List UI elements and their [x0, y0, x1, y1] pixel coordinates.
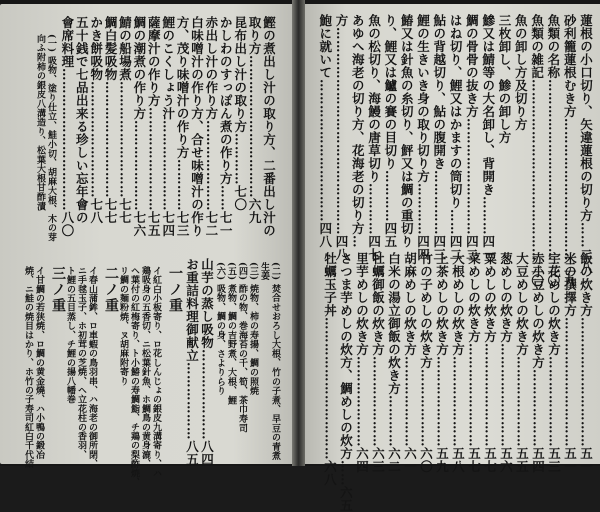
menu-line: ト鯉の五目蒸し、チ鯉の揚八幡巻 — [65, 266, 75, 404]
toc-subnote: (一) 吸物、塗り仕立、鮭小切、胡麻大根、木の芽 — [46, 34, 56, 242]
toc-entry: 薩摩汁の作り方……………………七五 — [146, 16, 162, 237]
toc-entry: かき餅吸物………………………七八 — [88, 16, 104, 224]
toc-entry: 鯉の生きいき身の取り切り方…………四四 — [415, 14, 431, 261]
toc-entry: 鯛の骨骨の抜き方………………………四二 — [464, 14, 480, 261]
toc-entry: 取り方……………………………六九 — [247, 16, 263, 224]
menu-section-label: 二ノ重 — [103, 266, 119, 314]
toc-entry: 蓮根の小口切り、矢違蓮根の切り方……二八 — [578, 14, 594, 274]
toc-entry: 鰆又は針魚の糸切り、鮃又は鯛の重切り — [399, 14, 415, 248]
menu-line: 鶏吸身の五香切、ニ松葉針魚、ホ鯛鳥の黄身漉、 — [140, 266, 150, 469]
toc-subnote: 生姜 — [259, 262, 269, 281]
toc-entry: お重詰料理御献立………………八五 — [184, 258, 200, 466]
toc-entry: 鯛白髪吸物………………………七七 — [103, 16, 119, 224]
toc-entry: 大豆めしの炊き方…………………五五 — [514, 252, 530, 473]
menu-section-label: 三ノ重 — [50, 266, 66, 314]
toc-subnote: (六) 吸物、鯛の身、さよりらり — [215, 262, 225, 396]
right-page — [305, 4, 600, 512]
toc-entry: 米の撰擇方…………………………五一 — [562, 252, 578, 473]
toc-subnote: (二) 焚合せおろし大根、竹の子煮、早豆の青煮 — [270, 262, 280, 461]
toc-entry: 鯖の船場煮………………………七七 — [117, 16, 133, 224]
toc-entry: 里芋めしの炊き方…………………六四 — [354, 252, 370, 473]
toc-entry: 鰹の煮出し汁の取り方、二番出し汁の — [261, 16, 277, 237]
toc-subnote: (三) 焼物、柿の寿揚、鯛の照焼 — [248, 262, 258, 396]
toc-entry: 會席料理……………………………八〇 — [59, 16, 75, 237]
toc-entry: 昆布出し汁の取り方…………七〇 — [232, 16, 248, 211]
menu-line: 焼、ニ鮭の焼目はかり、ホ竹の子寿司紅白千代結 — [23, 266, 33, 469]
toc-entry: 方、茂り味噌汁の作り方…………七三 — [175, 16, 191, 237]
toc-entry: 白味噌汁の作り方、合せ味噌汁の作り — [189, 16, 205, 237]
toc-entry: 五十銭で七品出来る珍しい忘年會の — [74, 16, 90, 224]
toc-entry: 竹の子めしの炊き方………………六〇 — [418, 252, 434, 473]
toc-entry: 白米の湯立御飯の炊き方…………六二 — [386, 252, 402, 473]
toc-entry: 鮎の背越切り、鮎の腹開き……………四三 — [431, 14, 447, 261]
toc-entry: り、鯉又は鱸の賽の目切り…………四五 — [382, 14, 398, 248]
toc-entry: 飯の炊き方…………………………五一 — [578, 252, 594, 473]
toc-entry: 鯉のこくしょう汁…………………七四 — [160, 16, 176, 237]
book-gutter — [292, 0, 305, 466]
toc-entry: 赤出し汁の作り方…………………七二 — [203, 16, 219, 237]
toc-entry: 大根めしの炊き方…………………五八 — [450, 252, 466, 473]
menu-line: イ甘鯛の若狭焼、ロ鯛の黄金燒、ハ小鴨の鍛冶 — [34, 266, 44, 460]
toc-entry: 菜めしの炊き方……………………五七 — [466, 252, 482, 473]
toc-entry: 山芋の蒸し吸物…………………八四 — [199, 258, 215, 466]
toc-entry: 方…………………………………………四八 — [334, 14, 349, 261]
toc-entry: 魚の松切り、海鰻の唐草切り…………四七 — [366, 14, 382, 261]
toc-entry: はね切り、鯉又はかますの筒切り……四二 — [448, 14, 464, 261]
left-page — [0, 4, 292, 487]
toc-entry: 牡蠣御飯の炊き方…………………六三 — [370, 252, 386, 473]
toc-entry: 魚類の雑記……………………………………三〇 — [529, 14, 545, 287]
toc-subnote: (四) 酢の物、巻海苔の千、筍、茶巾寿司 — [237, 262, 247, 433]
menu-section-label: 一ノ重 — [167, 266, 183, 314]
toc-entry: さつま芋めしの炊方、鯛めしの炊方……六五 — [338, 252, 354, 512]
toc-entry: 鮑に就いて……………………………四八 — [317, 14, 333, 248]
toc-entry: あゆへ海老の切り方、花海老の切り方… — [350, 14, 366, 248]
toc-entry: 三枚卸し、鯵の卸し方 — [497, 14, 512, 144]
toc-entry: 魚の卸し方及切り方 — [513, 14, 529, 131]
toc-entry: 魚類の名称……………………………………三〇 — [545, 14, 561, 287]
toc-entry: かしわのすっぽん煮の作り方……七一 — [218, 16, 234, 237]
menu-line: ヘ葉付の紅梅寄り、ト小鰆の寿鯛鮨、チ鶏の梨酢焼、 — [129, 266, 139, 487]
toc-entry: 鯛の潮煮の作り方…………………七六 — [131, 16, 147, 237]
toc-subnote: 向ふ附柿の銀皮八溝造り、松葉大根甘酢漬 — [35, 34, 45, 211]
toc-entry: 粟めしの炊き方……………………五七 — [482, 252, 498, 473]
toc-entry: 宇花めしの炊き方…………………五三 — [546, 252, 562, 473]
menu-line: イ紅白小板寄り、ロ花しんじょの銀皮九溝寄り、ハ — [151, 266, 161, 478]
toc-entry: 胡麻めしの炊き方…………………六一 — [402, 252, 418, 473]
toc-entry: 砂利籠蓮根むき方……………………………二九 — [562, 14, 578, 287]
toc-subnote: (五) 煮物、鯛の吉野煮、大根、鯉 — [226, 262, 236, 405]
toc-entry: 葱めしの炊き方……………………五六 — [498, 252, 514, 473]
toc-entry: 赤小豆めしの炊き方………………五四 — [530, 252, 546, 473]
toc-entry: 牡蠣玉子丼……………………………六八 — [322, 252, 338, 486]
toc-entry: 上茶めしの炊き方…………………五九 — [434, 252, 450, 473]
toc-entry: 鰺又は鯖等の大名卸し、背開き………四一 — [480, 14, 496, 261]
menu-line: リ鯛の麺粉焼、ヌ胡麻附寄り — [118, 266, 128, 386]
menu-line: イ春山蒲鉾、ロ車蝦の鳥羽串、ハ海老の御所閉、 — [87, 266, 97, 469]
menu-line: ニ手毬玉子、ホ初茸の芝焼、ヘ立花柱の香羽、 — [76, 266, 86, 460]
